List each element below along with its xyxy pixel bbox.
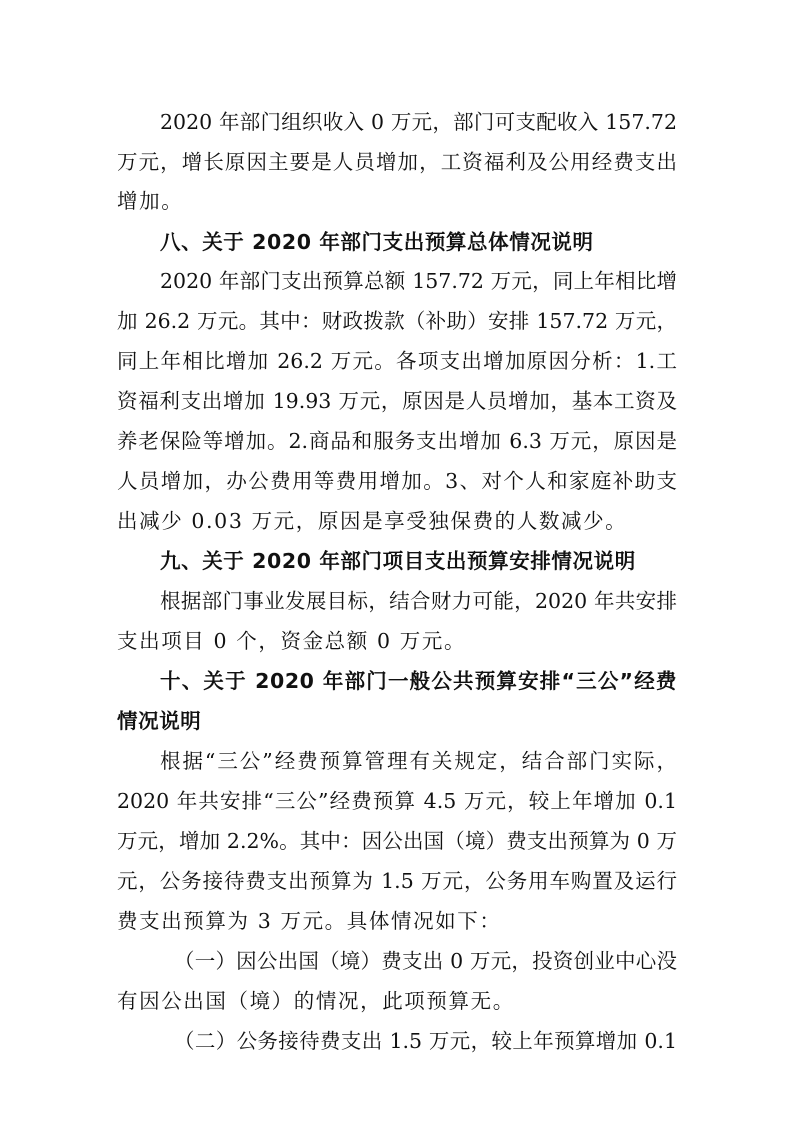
paragraph-line: 人员增加，办公费用等费用增加。3、对个人和家庭补助支: [117, 469, 677, 493]
section-heading-10: 十、关于 2020 年部门一般公共预算安排“三公”经费: [160, 669, 677, 693]
section-heading-8: 八、关于 2020 年部门支出预算总体情况说明: [160, 230, 594, 254]
paragraph-line: 万元，增加 2.2%。其中：因公出国（境）费支出预算为 0 万: [117, 829, 677, 853]
paragraph-line: 加 26.2 万元。其中：财政拨款（补助）安排 157.72 万元，: [117, 309, 677, 333]
section-heading-9: 九、关于 2020 年部门项目支出预算安排情况说明: [160, 549, 636, 573]
paragraph-line: 出减少 0.03 万元，原因是享受独保费的人数减少。: [117, 509, 628, 533]
paragraph-line: 元，公务接待费支出预算为 1.5 万元，公务用车购置及运行: [117, 869, 677, 893]
paragraph-line: 增加。: [117, 189, 184, 213]
paragraph-line: （二）公务接待费支出 1.5 万元，较上年预算增加 0.1: [174, 1029, 677, 1053]
paragraph-line: 2020 年部门支出预算总额 157.72 万元，同上年相比增: [160, 269, 677, 293]
paragraph-line: 有因公出国（境）的情况，此项预算无。: [117, 989, 515, 1013]
paragraph-line: 支出项目 0 个，资金总额 0 万元。: [117, 629, 467, 653]
paragraph-line: 养老保险等增加。2.商品和服务支出增加 6.3 万元，原因是: [117, 429, 677, 453]
paragraph-line: 2020 年共安排“三公”经费预算 4.5 万元，较上年增加 0.1: [117, 789, 677, 813]
paragraph-line: （一）因公出国（境）费支出 0 万元，投资创业中心没: [174, 949, 677, 973]
paragraph-line: 资福利支出增加 19.93 万元，原因是人员增加，基本工资及: [117, 389, 677, 413]
paragraph-line: 费支出预算为 3 万元。具体情况如下：: [117, 909, 502, 933]
paragraph-line: 2020 年部门组织收入 0 万元，部门可支配收入 157.72: [160, 110, 677, 134]
section-heading-10-continued: 情况说明: [117, 709, 202, 733]
paragraph-line: 同上年相比增加 26.2 万元。各项支出增加原因分析：1.工: [117, 349, 677, 373]
paragraph-line: 根据部门事业发展目标，结合财力可能，2020 年共安排: [160, 589, 677, 613]
paragraph-line: 万元，增长原因主要是人员增加，工资福利及公用经费支出: [117, 150, 677, 174]
paragraph-line: 根据“三公”经费预算管理有关规定，结合部门实际，: [160, 749, 677, 773]
